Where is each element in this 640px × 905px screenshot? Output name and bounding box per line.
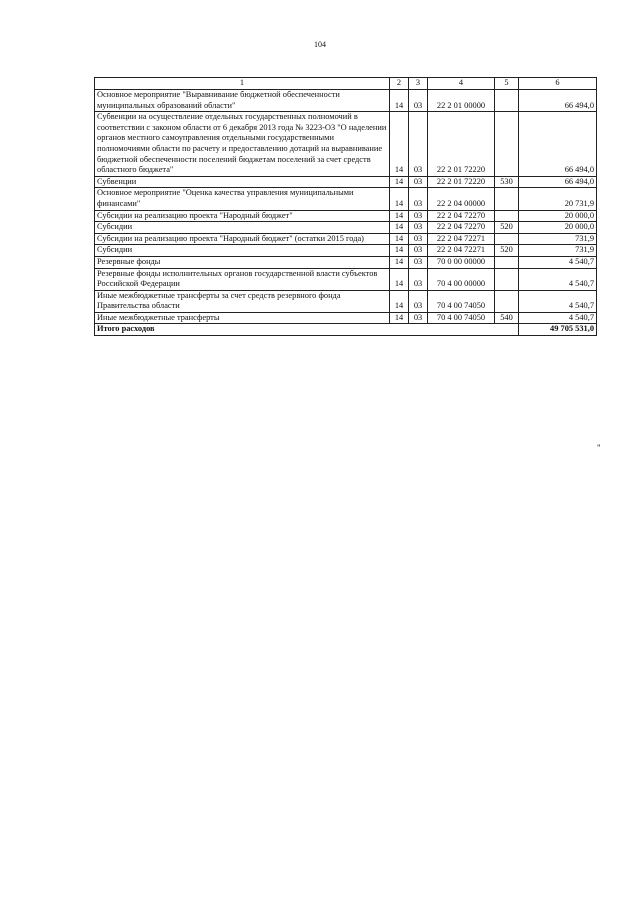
row-target-code: 22 2 04 72271 [428, 245, 495, 257]
row-expense-type: 520 [495, 245, 519, 257]
row-amount: 66 494,0 [519, 90, 597, 112]
row-section: 14 [390, 112, 409, 177]
column-header: 6 [519, 78, 597, 90]
row-subsection: 03 [409, 176, 428, 188]
row-amount: 20 000,0 [519, 210, 597, 222]
row-name: Резервные фонды [95, 256, 390, 268]
column-header: 5 [495, 78, 519, 90]
row-name: Резервные фонды исполнительных органов государственной власти субъектов Российской Федерации [95, 268, 390, 290]
row-expense-type [495, 112, 519, 177]
row-target-code: 22 2 01 00000 [428, 90, 495, 112]
row-section: 14 [390, 290, 409, 312]
budget-table [94, 77, 597, 336]
row-subsection: 03 [409, 245, 428, 257]
row-section: 14 [390, 176, 409, 188]
table-row [95, 188, 597, 210]
row-section: 14 [390, 268, 409, 290]
row-section: 14 [390, 245, 409, 257]
row-target-code: 22 2 04 72270 [428, 222, 495, 234]
row-subsection: 03 [409, 233, 428, 245]
closing-quote: " [597, 443, 601, 453]
row-expense-type: 530 [495, 176, 519, 188]
row-target-code: 70 4 00 74050 [428, 290, 495, 312]
row-expense-type: 520 [495, 222, 519, 234]
row-amount: 66 494,0 [519, 176, 597, 188]
row-section: 14 [390, 256, 409, 268]
row-target-code: 22 2 01 72220 [428, 176, 495, 188]
row-amount: 20 731,9 [519, 188, 597, 210]
row-name: Основное мероприятие "Выравнивание бюджетной обеспеченности муниципальных образований области" [95, 90, 390, 112]
row-subsection: 03 [409, 90, 428, 112]
row-section: 14 [390, 188, 409, 210]
row-subsection: 03 [409, 256, 428, 268]
row-expense-type [495, 268, 519, 290]
row-subsection: 03 [409, 210, 428, 222]
row-expense-type [495, 210, 519, 222]
total-amount: 49 705 531,0 [519, 324, 597, 336]
column-header: 1 [95, 78, 390, 90]
row-amount: 4 540,7 [519, 312, 597, 324]
table-header-row [95, 78, 597, 90]
row-section: 14 [390, 210, 409, 222]
row-expense-type: 540 [495, 312, 519, 324]
row-expense-type [495, 290, 519, 312]
row-expense-type [495, 256, 519, 268]
row-section: 14 [390, 233, 409, 245]
row-target-code: 22 2 04 72270 [428, 210, 495, 222]
table-row [95, 268, 597, 290]
table-row [95, 256, 597, 268]
table-row [95, 210, 597, 222]
row-target-code: 22 2 04 00000 [428, 188, 495, 210]
table-row [95, 222, 597, 234]
row-subsection: 03 [409, 290, 428, 312]
row-amount: 4 540,7 [519, 256, 597, 268]
table-body [95, 90, 597, 324]
row-amount: 731,9 [519, 245, 597, 257]
table-row [95, 312, 597, 324]
column-header: 3 [409, 78, 428, 90]
row-subsection: 03 [409, 268, 428, 290]
row-amount: 731,9 [519, 233, 597, 245]
row-amount: 4 540,7 [519, 290, 597, 312]
row-subsection: 03 [409, 112, 428, 177]
row-name: Иные межбюджетные трансферты за счет средств резервного фонда Правительства области [95, 290, 390, 312]
column-header: 4 [428, 78, 495, 90]
row-name: Субсидии на реализацию проекта "Народный бюджет" (остатки 2015 года) [95, 233, 390, 245]
total-label: Итого расходов [95, 324, 519, 336]
table-row [95, 245, 597, 257]
table-row [95, 112, 597, 177]
row-expense-type [495, 188, 519, 210]
table-row [95, 290, 597, 312]
row-target-code: 22 2 01 72220 [428, 112, 495, 177]
row-section: 14 [390, 222, 409, 234]
row-amount: 66 494,0 [519, 112, 597, 177]
row-name: Субсидии [95, 222, 390, 234]
row-name: Субсидии на реализацию проекта "Народный бюджет" [95, 210, 390, 222]
row-target-code: 22 2 04 72271 [428, 233, 495, 245]
row-target-code: 70 4 00 74050 [428, 312, 495, 324]
row-name: Иные межбюджетные трансферты [95, 312, 390, 324]
row-subsection: 03 [409, 312, 428, 324]
total-row [95, 324, 597, 336]
row-section: 14 [390, 90, 409, 112]
row-target-code: 70 4 00 00000 [428, 268, 495, 290]
row-expense-type [495, 233, 519, 245]
row-amount: 20 000,0 [519, 222, 597, 234]
table-row [95, 90, 597, 112]
row-expense-type [495, 90, 519, 112]
row-target-code: 70 0 00 00000 [428, 256, 495, 268]
column-header: 2 [390, 78, 409, 90]
table-row [95, 176, 597, 188]
row-amount: 4 540,7 [519, 268, 597, 290]
page-number: 104 [314, 40, 326, 49]
row-subsection: 03 [409, 188, 428, 210]
row-name: Субсидии [95, 245, 390, 257]
table-row [95, 233, 597, 245]
row-subsection: 03 [409, 222, 428, 234]
row-section: 14 [390, 312, 409, 324]
row-name: Основное мероприятие "Оценка качества управления муниципальными финансами" [95, 188, 390, 210]
row-name: Субвенции на осуществление отдельных государственных полномочий в соответствии с законом области от 6 декабря 2013 года № 3223-ОЗ "О наделении органов местного самоуправления отдельными государственными полномочиями области по расчету и предоставлению дотаций на выравнивание бюджетной обеспеченности поселений бюджетам поселений за счет средств областного бюджета" [95, 112, 390, 177]
row-name: Субвенции [95, 176, 390, 188]
